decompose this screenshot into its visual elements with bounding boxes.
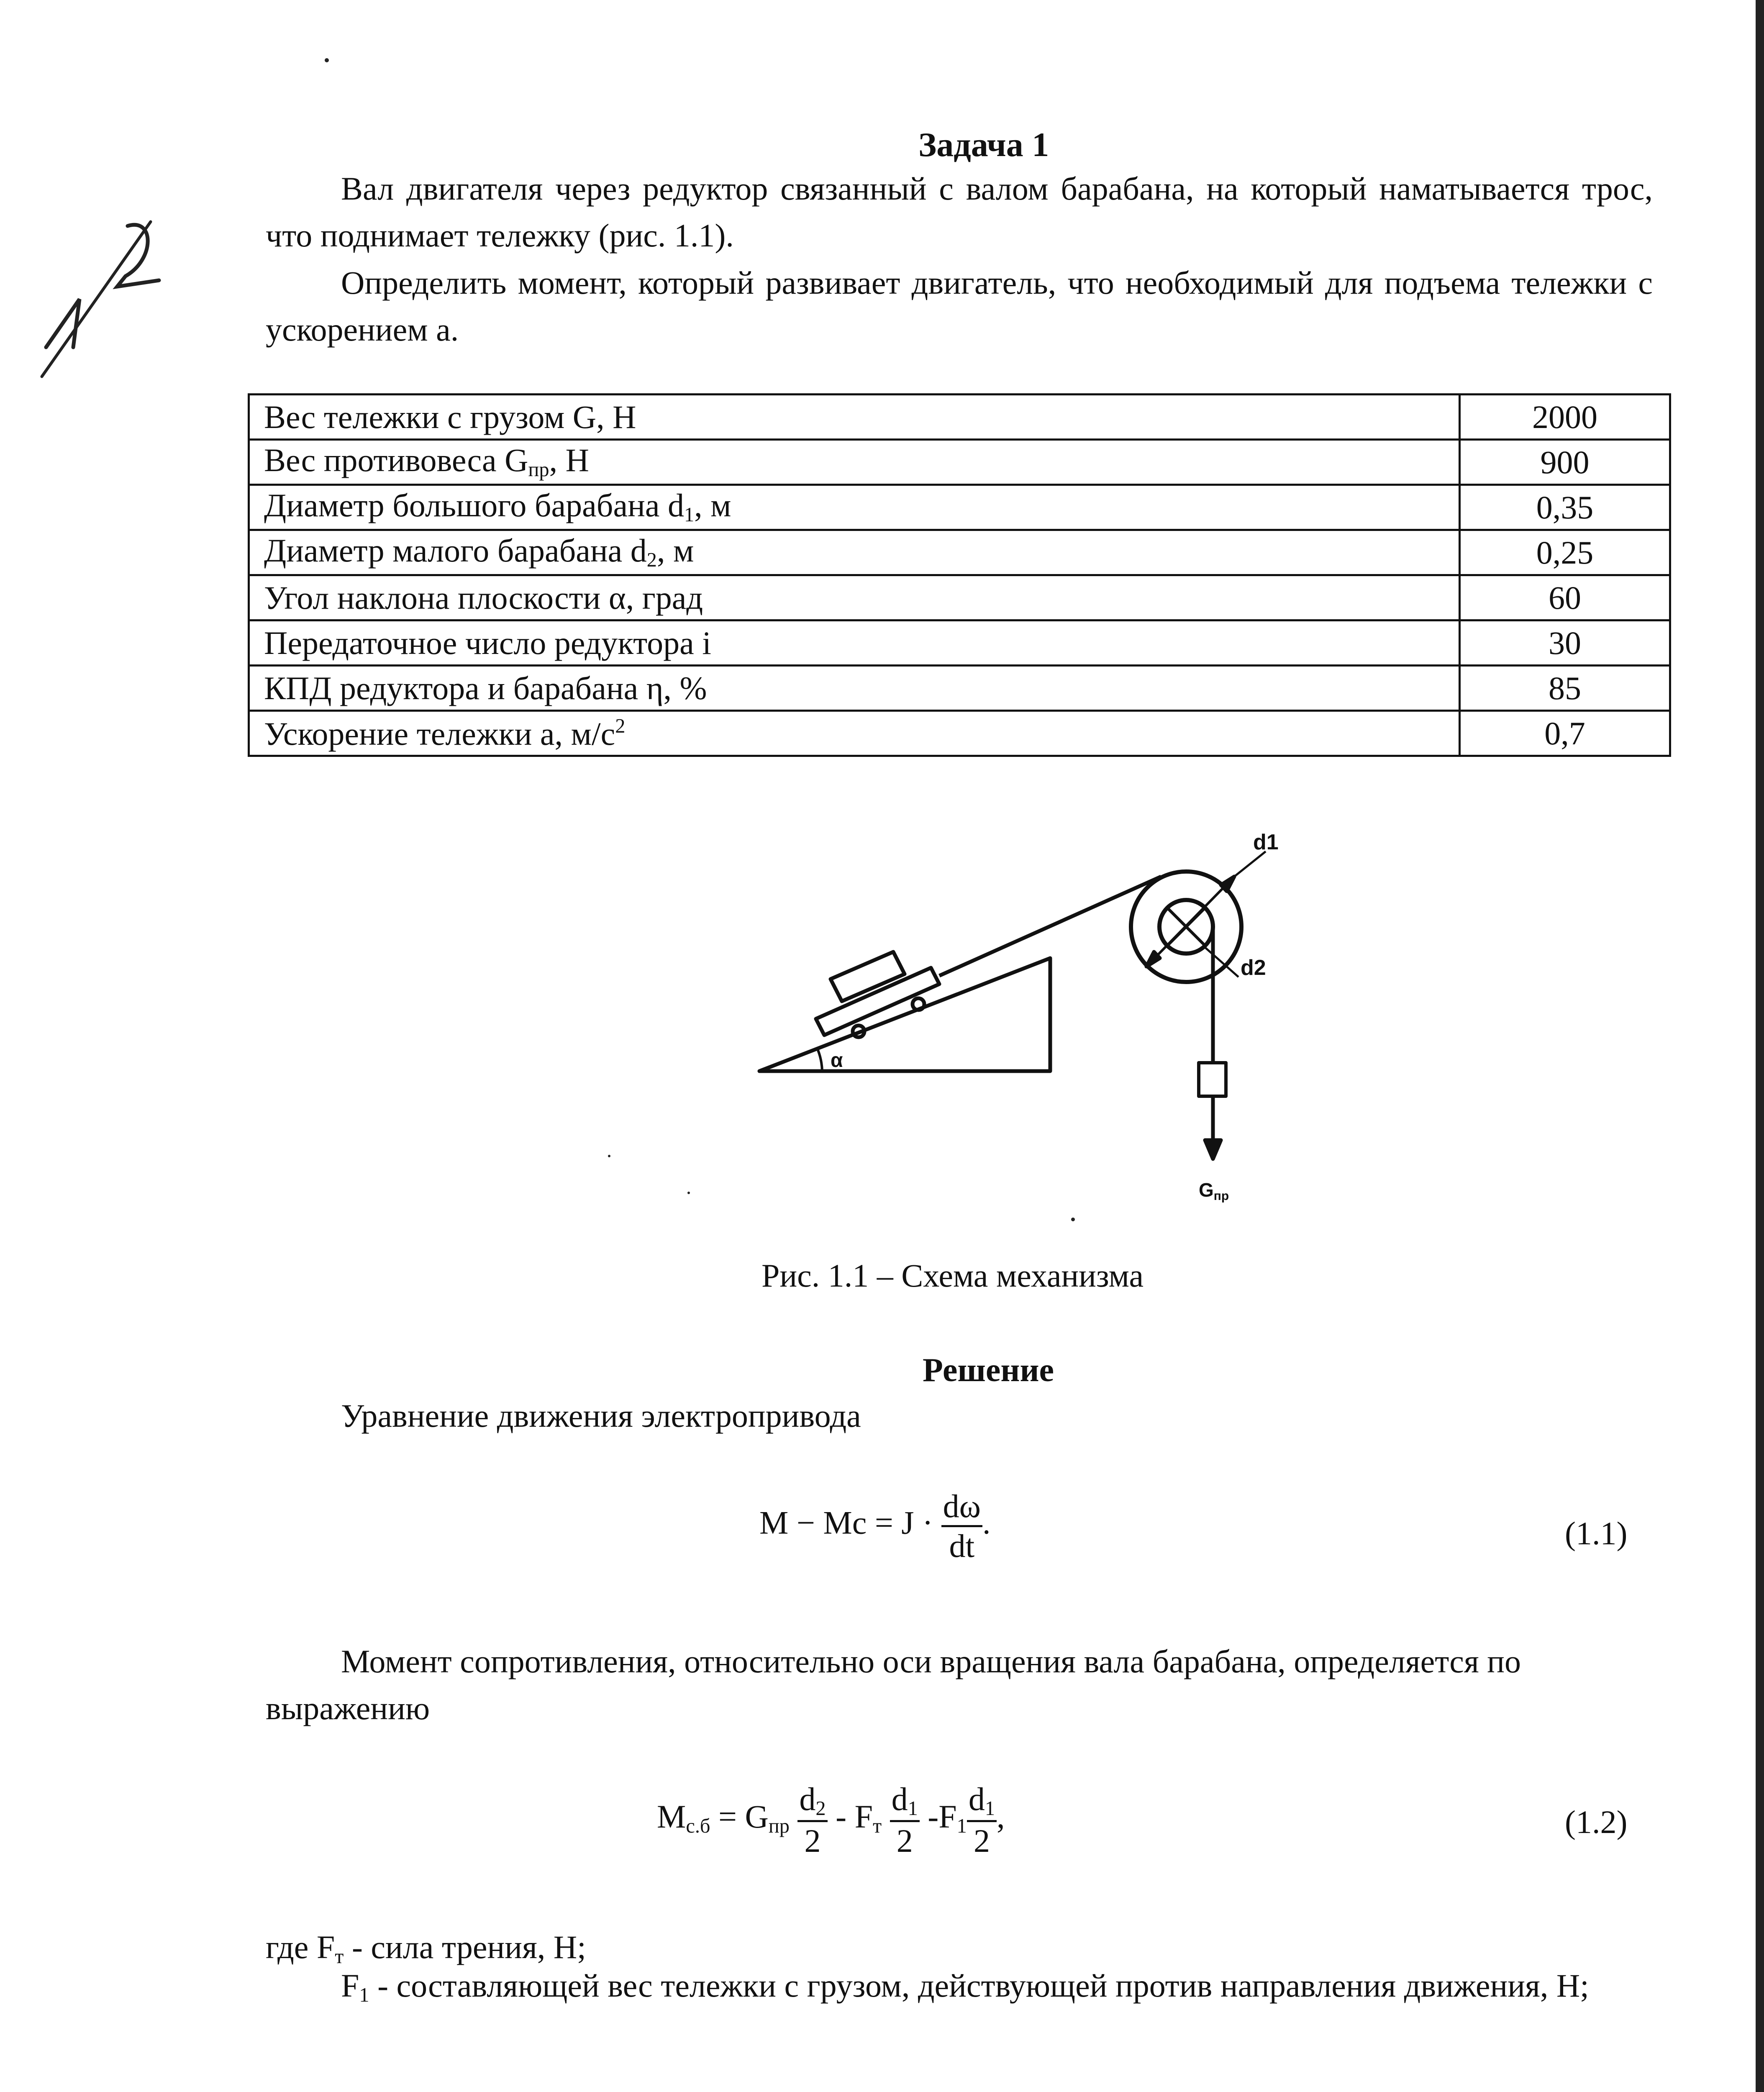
label-counterweight <box>1199 1179 1229 1203</box>
eq2-fraction-2 <box>890 1780 920 1860</box>
label-counterweight-sub: пр <box>1213 1189 1229 1203</box>
mechanism-scheme <box>749 828 1314 1226</box>
equation-1-1 <box>759 1487 990 1565</box>
param-value: 900 <box>1460 440 1670 485</box>
eq1-tail: . <box>982 1504 991 1541</box>
where-f1 <box>266 1962 1653 2019</box>
parameters-table <box>248 393 1671 757</box>
param-value: 0,25 <box>1460 530 1670 575</box>
eq1-denominator: dt <box>941 1525 982 1565</box>
table-row <box>249 485 1670 530</box>
param-label-main: Вес противовеса G <box>264 442 528 479</box>
table-row <box>249 711 1670 756</box>
param-label-tail: , м <box>656 532 694 569</box>
gravity-arrowhead <box>1205 1140 1221 1159</box>
where-f1-prefix: F <box>341 1967 359 2004</box>
where-ft-sub: т <box>335 1946 344 1968</box>
where-f1-sub: 1 <box>359 1984 369 2007</box>
table-row <box>249 575 1670 620</box>
where-ft <box>266 1931 586 1967</box>
eq2-g-sub: пр <box>768 1815 790 1838</box>
d1-arrowhead <box>1221 877 1234 891</box>
equation-1-2 <box>657 1780 1005 1860</box>
eq2-f2-num-sub: 1 <box>908 1797 918 1820</box>
param-value: 60 <box>1460 575 1670 620</box>
param-value: 2000 <box>1460 395 1670 440</box>
scan-speck <box>608 1155 610 1157</box>
table-row <box>249 530 1670 575</box>
eq1-fraction <box>941 1487 982 1565</box>
label-alpha: α <box>831 1049 843 1072</box>
where-ft-prefix: где F <box>266 1929 335 1965</box>
eq2-m-sub: с.б <box>686 1815 710 1838</box>
param-label <box>249 485 1460 530</box>
param-label-sub: пр <box>528 459 549 481</box>
counterweight <box>1199 1063 1226 1096</box>
d1-leader <box>1234 851 1266 877</box>
eq2-f3-num <box>967 1780 997 1820</box>
param-label <box>249 530 1460 575</box>
table-row <box>249 440 1670 485</box>
eq2-ft-sub: т <box>872 1815 882 1838</box>
label-d2: d2 <box>1241 956 1266 980</box>
label-d1: d1 <box>1253 830 1279 854</box>
eq1-lhs: M − Mc = J · <box>759 1504 933 1541</box>
eq2-f2-den: 2 <box>890 1820 920 1860</box>
where-f1-text: - составляющей вес тележки с грузом, действующей против направления движения, Н; <box>369 1967 1589 2004</box>
angle-arc <box>818 1050 822 1071</box>
task-paragraph-1 <box>266 165 1653 259</box>
eq2-f3-den: 2 <box>967 1820 997 1860</box>
moment-paragraph-text: Момент сопротивления, относительно оси вращения вала барабана, определяется по выражению <box>266 1643 1521 1726</box>
eq2-eq: = G <box>710 1798 769 1835</box>
equation-number: (1.1) <box>1565 1515 1628 1551</box>
param-label-main: Диаметр большого барабана d <box>264 487 684 524</box>
param-label: КПД редуктора и барабана η, % <box>249 666 1460 711</box>
d1-arrowhead <box>1146 952 1160 967</box>
table-row <box>249 666 1670 711</box>
param-label-tail: , Н <box>549 442 589 479</box>
param-value: 0,35 <box>1460 485 1670 530</box>
eq2-f2-num-main: d <box>891 1781 908 1817</box>
scan-speck <box>325 58 329 62</box>
param-label: Передаточное число редуктора i <box>249 620 1460 666</box>
scan-speck <box>687 1192 690 1194</box>
moment-paragraph <box>266 1638 1653 1732</box>
where-ft-text: - сила трения, Н; <box>344 1929 586 1965</box>
task-paragraph-1-text: Вал двигателя через редуктор связанный с валом барабана, на который наматывается трос, что поднимает тележку (рис. 1.1). <box>266 170 1653 254</box>
eq2-f1-num <box>797 1780 827 1820</box>
param-value: 85 <box>1460 666 1670 711</box>
task-title: Задача 1 <box>918 126 1049 164</box>
eq2-tail: , <box>997 1798 1005 1835</box>
handwritten-page-note <box>29 209 167 385</box>
param-label <box>249 711 1460 756</box>
param-label-main: Ускорение тележки a, м/с <box>264 715 615 752</box>
eq2-minus-ft: - F <box>827 1798 873 1835</box>
eq1-numerator: dω <box>943 1488 981 1524</box>
eq2-f1-sub: 1 <box>956 1815 967 1838</box>
eq2-m: M <box>657 1798 686 1835</box>
scan-speck <box>1071 1218 1075 1221</box>
equation-number: (1.2) <box>1565 1804 1628 1840</box>
param-label-sup: 2 <box>615 715 626 737</box>
param-label-sub: 1 <box>684 504 695 526</box>
param-value: 30 <box>1460 620 1670 666</box>
eq2-fraction-3 <box>967 1780 997 1860</box>
task-paragraph-2-text: Определить момент, который развивает двигатель, что необходимый для подъема тележки с ускорением a. <box>266 264 1653 348</box>
param-value: 0,7 <box>1460 711 1670 756</box>
eq2-f3-num-sub: 1 <box>985 1797 995 1820</box>
eq2-fraction-1 <box>797 1780 827 1860</box>
solution-intro: Уравнение движения электропривода <box>341 1397 861 1434</box>
table-row <box>249 620 1670 666</box>
param-label <box>249 440 1460 485</box>
param-label: Угол наклона плоскости α, град <box>249 575 1460 620</box>
eq2-f1-num-sub: 2 <box>815 1797 826 1820</box>
figure-caption: Рис. 1.1 – Схема механизма <box>761 1257 1144 1294</box>
label-counterweight-main: G <box>1199 1179 1214 1201</box>
eq2-f1-num-main: d <box>799 1781 816 1817</box>
eq2-f2-num <box>890 1780 920 1820</box>
table-row <box>249 395 1670 440</box>
param-label-sub: 2 <box>646 549 657 572</box>
param-label-main: Диаметр малого барабана d <box>264 532 647 569</box>
scan-edge-right <box>1756 0 1764 2092</box>
param-label: Вес тележки с грузом G, Н <box>249 395 1460 440</box>
eq2-minus-f1: -F <box>919 1798 957 1835</box>
param-label-tail: , м <box>694 487 731 524</box>
eq2-f1-den: 2 <box>797 1820 827 1860</box>
task-paragraph-2 <box>266 259 1653 353</box>
eq2-f3-num-main: d <box>968 1781 985 1817</box>
cart-wheel <box>913 998 924 1010</box>
solution-title: Решение <box>923 1352 1054 1389</box>
